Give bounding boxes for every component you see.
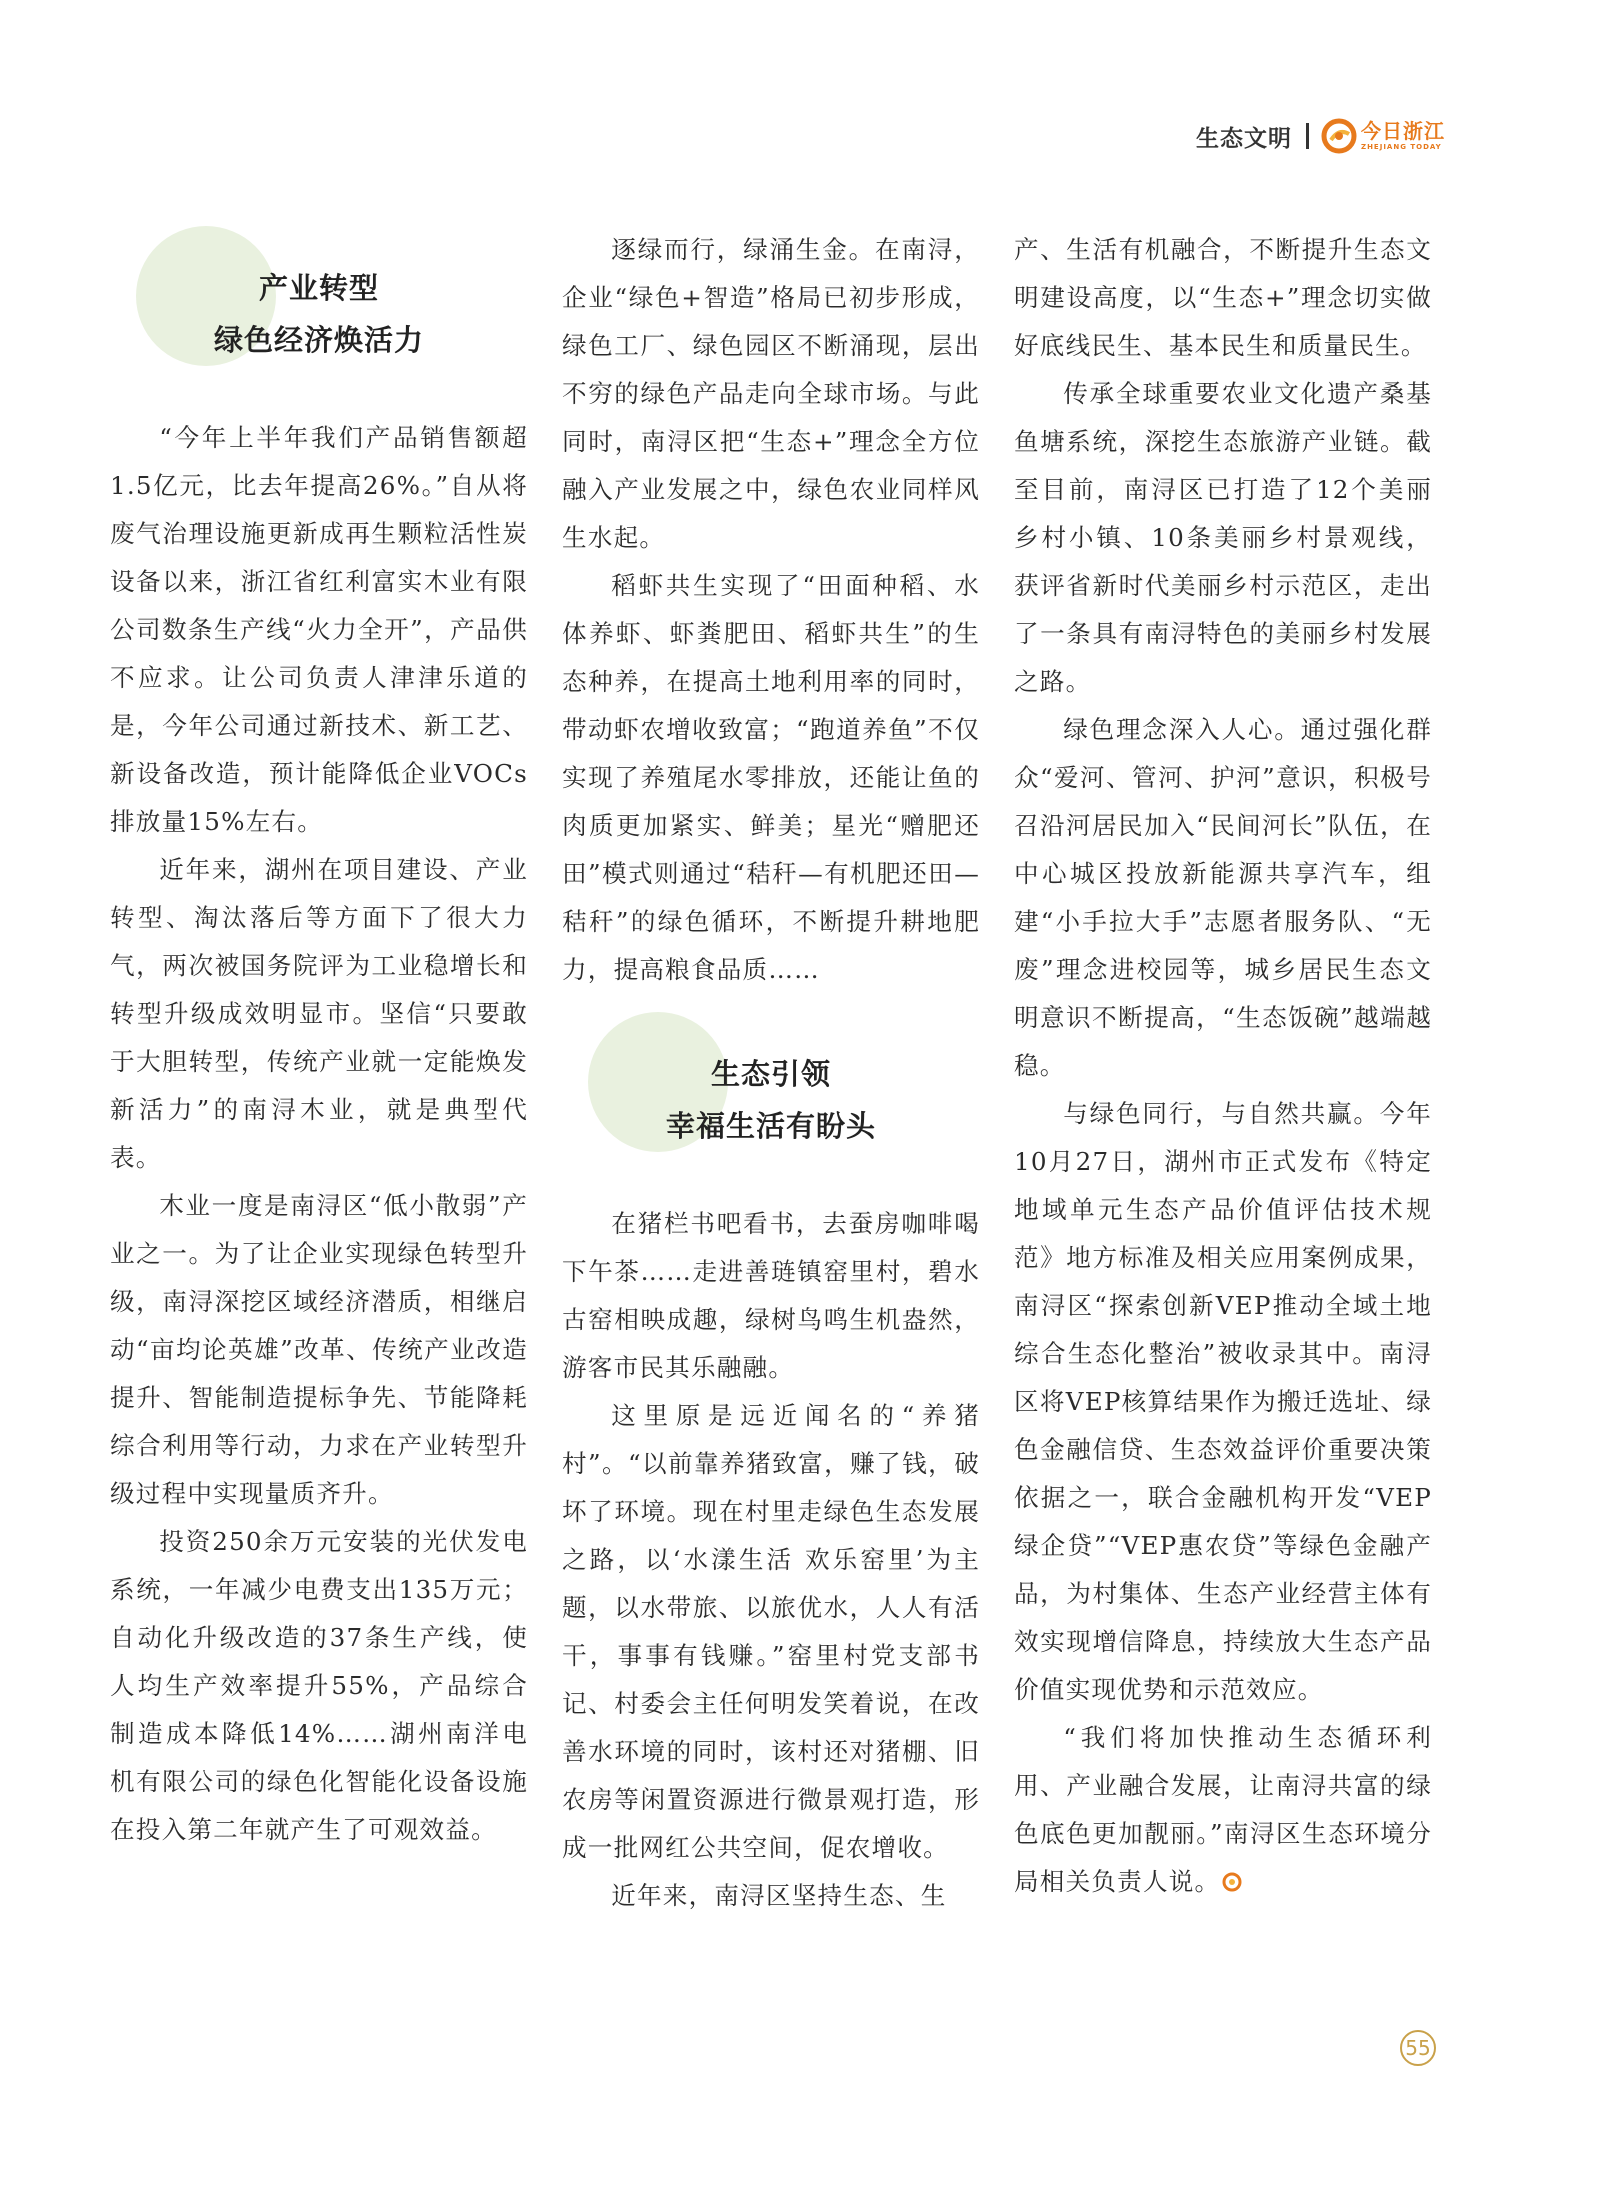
page-number: 55: [1400, 2030, 1436, 2066]
paragraph-final-text: “我们将加快推动生态循环利用、产业融合发展，让南浔共富的绿色底色更加靓丽。”南浔区生态环境分局相关负责人说。: [1014, 1723, 1432, 1896]
article-column-2: [562, 226, 980, 1920]
logo-chinese: 今日浙江: [1361, 119, 1445, 143]
paragraph: 投资250余万元安装的光伏发电系统，一年减少电费支出135万元；自动化升级改造的37条生产线，使人均生产效率提升55%，产品综合制造成本降低14%……湖州南洋电机有限公司的绿色化智能化设备设施在投入第二年就产生了可观效益。: [110, 1527, 528, 1844]
article-column-1: [110, 246, 528, 1854]
page-header: [1196, 118, 1445, 154]
heading-line-2: 幸福生活有盼头: [665, 1109, 876, 1143]
section-heading-ecology: [562, 1012, 980, 1182]
heading-line-2: 绿色经济焕活力: [213, 323, 424, 357]
paragraph: 与绿色同行，与自然共赢。今年10月27日，湖州市正式发布《特定地域单元生态产品价值评估技术规范》地方标准及相关应用案例成果，南浔区“探索创新VEP推动全域土地综合生态化整治”被收录其中。南浔区将VEP核算结果作为搬迁选址、绿色金融信贷、生态效益评价重要决策依据之一，联合金融机构开发“VEP绿企贷”“VEP惠农贷”等绿色金融产品，为村集体、生态产业经营主体有效实现增信降息，持续放大生态产品价值实现优势和示范效应。: [1014, 1099, 1432, 1704]
logo-english: ZHEJIANG TODAY: [1361, 143, 1442, 151]
paragraph: 近年来，南浔区坚持生态、生: [611, 1881, 947, 1910]
paragraph: 木业一度是南浔区“低小散弱”产业之一。为了让企业实现绿色转型升级，南浔深挖区域经济潜质，相继启动“亩均论英雄”改革、传统产业改造提升、智能制造提标争先、节能降耗综合利用等行动，力求在产业转型升级过程中实现量质齐升。: [110, 1191, 528, 1508]
heading-text: [110, 262, 528, 366]
paragraph-continued: 产、生活有机融合，不断提升生态文明建设高度，以“生态+”理念切实做好底线民生、基本民生和质量民生。: [1014, 235, 1432, 360]
article-column-3: [1014, 226, 1432, 1906]
article-end-icon: [1222, 1872, 1242, 1892]
section-label: 生态文明: [1196, 125, 1292, 152]
paragraph: 这里原是远近闻名的“养猪村”。“以前靠养猪致富，赚了钱，破坏了环境。现在村里走绿色生态发展之路，以‘水漾生活 欢乐窑里’为主题，以水带旅、以旅优水，人人有活干，事事有钱赚。”窑里村党支部书记、村委会主任何明发笑着说，在改善水环境的同时，该村还对猪棚、旧农房等闲置资源进行微景观打造，形成一批网红公共空间，促农增收。: [562, 1401, 980, 1862]
zhejiang-today-logo-icon: [1321, 118, 1357, 154]
paragraph: 近年来，湖州在项目建设、产业转型、淘汰落后等方面下了很大力气，两次被国务院评为工业稳增长和转型升级成效明显市。坚信“只要敢于大胆转型，传统产业就一定能焕发新活力”的南浔木业，就是典型代表。: [110, 855, 528, 1172]
logo-text: [1361, 121, 1445, 151]
paragraph: 稻虾共生实现了“田面种稻、水体养虾、虾粪肥田、稻虾共生”的生态种养，在提高土地利用率的同时，带动虾农增收致富；“跑道养鱼”不仅实现了养殖尾水零排放，还能让鱼的肉质更加紧实、鲜美；星光“赠肥还田”模式则通过“秸秆—有机肥还田—秸秆”的绿色循环，不断提升耕地肥力，提高粮食品质……: [562, 571, 980, 984]
header-divider: [1306, 123, 1309, 149]
paragraph-final: [1014, 1714, 1432, 1906]
paragraph: 传承全球重要农业文化遗产桑基鱼塘系统，深挖生态旅游产业链。截至目前，南浔区已打造了12个美丽乡村小镇、10条美丽乡村景观线，获评省新时代美丽乡村示范区，走出了一条具有南浔特色的美丽乡村发展之路。: [1014, 379, 1432, 696]
paragraph: 绿色理念深入人心。通过强化群众“爱河、管河、护河”意识，积极号召沿河居民加入“民间河长”队伍，在中心城区投放新能源共享汽车，组建“小手拉大手”志愿者服务队、“无废”理念进校园等，城乡居民生态文明意识不断提高，“生态饭碗”越端越稳。: [1014, 715, 1432, 1080]
section-heading-industry: [110, 226, 528, 396]
paragraph: 在猪栏书吧看书，去蚕房咖啡喝下午茶……走进善琏镇窑里村，碧水古窑相映成趣，绿树鸟鸣生机盎然，游客市民其乐融融。: [562, 1209, 980, 1382]
heading-line-1: 产业转型: [258, 271, 379, 305]
paragraph: 逐绿而行，绿涌生金。在南浔，企业“绿色+智造”格局已初步形成，绿色工厂、绿色园区不断涌现，层出不穷的绿色产品走向全球市场。与此同时，南浔区把“生态+”理念全方位融入产业发展之中，绿色农业同样风生水起。: [562, 235, 980, 552]
heading-line-1: 生态引领: [710, 1057, 831, 1091]
paragraph: “今年上半年我们产品销售额超1.5亿元，比去年提高26%。”自从将废气治理设施更新成再生颗粒活性炭设备以来，浙江省红利富实木业有限公司数条生产线“火力全开”，产品供不应求。让公司负责人津津乐道的是，今年公司通过新技术、新工艺、新设备改造，预计能降低企业VOCs排放量15%左右。: [110, 423, 528, 836]
heading-text: [562, 1048, 980, 1152]
